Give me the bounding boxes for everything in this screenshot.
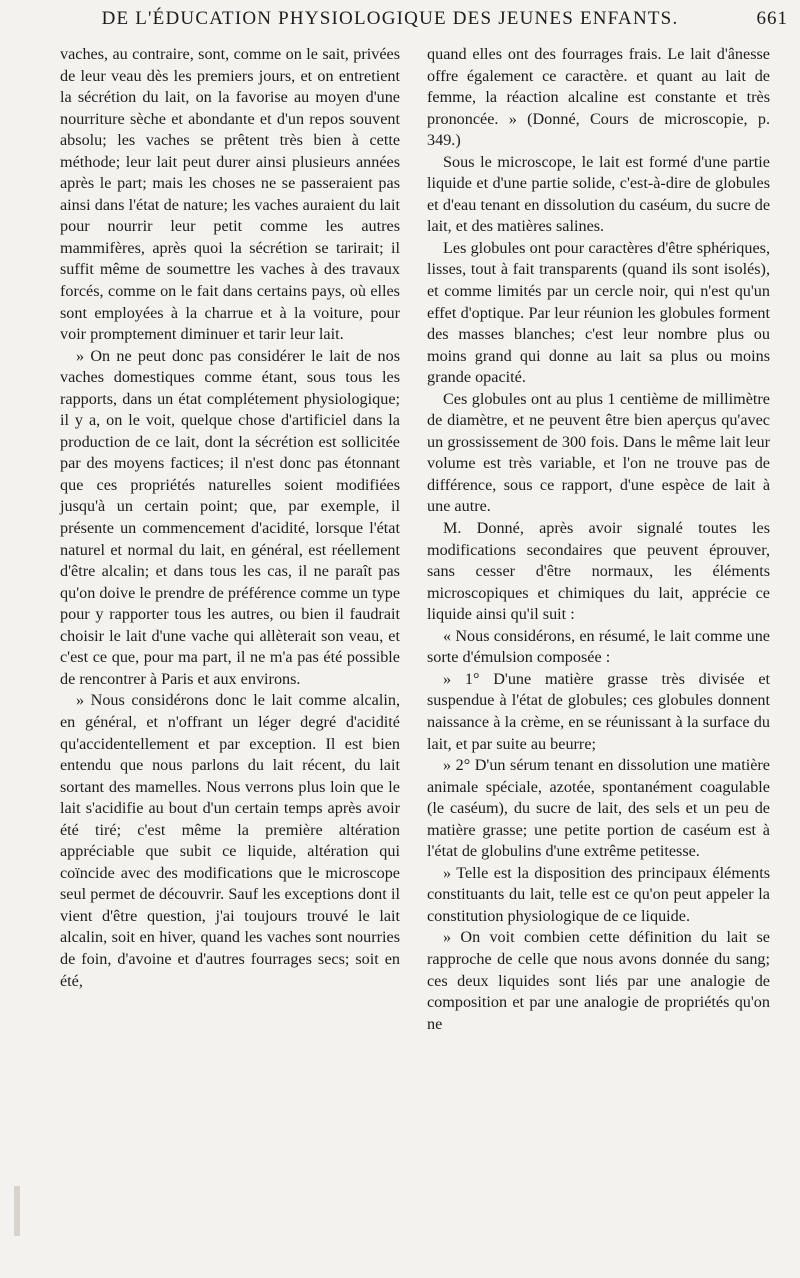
right-column bbox=[427, 44, 770, 1035]
page-number: 661 bbox=[756, 8, 788, 29]
paragraph: » Nous considérons donc le lait comme alcalin, en général, et n'offrant un léger degré d'acidité qu'accidentellement et par exception. Il est bien entendu que nous parlons du lait récent, du lait sortant des mamelles. Nous verrons plus loin que le lait s'acidifie au bout d'un certain temps après avoir été tiré; c'est même la première altération appréciable que subit ce liquide, altération qui coïncide avec des modifications que le microscope seul permet de découvrir. Sauf les exceptions dont il vient d'être question, j'ai toujours trouvé le lait alcalin, soit en hiver, quand les vaches sont nourries de foin, d'avoine et d'autres fourrages secs; soit en été, bbox=[60, 691, 400, 990]
left-column bbox=[60, 44, 400, 992]
paragraph: » 1° D'une matière grasse très divisée et suspendue à l'état de globules; ces globules donnent naissance à la crème, en se réunissant à la surface du lait, et par suite au beurre; bbox=[427, 669, 770, 753]
paragraph: M. Donné, après avoir signalé toutes les modifications secondaires que peuvent éprouver, sans cesser d'être normaux, les éléments microscopiques et chimiques du lait, apprécie ce liquide ainsi qu'il suit : bbox=[427, 519, 770, 624]
paragraph: Ces globules ont au plus 1 centième de millimètre de diamètre, et ne peuvent être bien aperçus qu'avec un grossissement de 300 fois. Dans le même lait leur volume est très variable, et l'on ne trouve pas de différence, sous ce rapport, d'une espèce de lait à une autre. bbox=[427, 389, 770, 516]
page-edge-shadow bbox=[14, 1186, 20, 1236]
paragraph: » 2° D'un sérum tenant en dissolution une matière animale spéciale, azotée, spontanément coagulable (le caséum), du sucre de lait, des sels et un peu de matière grasse; une petite portion de caséum est à l'état de globulins d'une extrême petitesse. bbox=[427, 756, 770, 861]
running-head bbox=[40, 8, 792, 38]
paragraph: » Telle est la disposition des principaux éléments constituants du lait, telle est ce qu'on peut appeler la constitution physiologique de ce liquide. bbox=[427, 863, 770, 925]
paragraph: « Nous considérons, en résumé, le lait comme une sorte d'émulsion composée : bbox=[427, 626, 770, 667]
paragraph: quand elles ont des fourrages frais. Le lait d'ânesse offre également ce caractère. et quant au lait de femme, la réaction alcaline est constante et très prononcée. » (Donné, Cours de microscopie, p. 349.) bbox=[427, 45, 770, 150]
paragraph: » On ne peut donc pas considérer le lait de nos vaches domestiques comme étant, sous tous les rapports, dans un état complétement physiologique; il y a, on le voit, quelque chose d'artificiel dans la production de ce lait, dont la sécrétion est sollicitée par des moyens factices; il n'est donc pas étonnant que ces propriétés naturelles soient modifiées jusqu'à un certain point; que, par exemple, il présente un commencement d'acidité, lorsque l'état naturel et normal du lait, en général, est réellement d'être alcalin; et dans tous les cas, il ne paraît pas qu'on doive le prendre de préférence comme un type pour y rapporter tous les autres, ou bien il faudrait choisir le lait d'une vache qui allèterait son veau, et c'est ce que, pour ma part, il ne m'a pas été possible de rencontrer à Paris et aux environs. bbox=[60, 346, 401, 688]
paragraph: Les globules ont pour caractères d'être sphériques, lisses, tout à fait transparents (quand ils sont isolés), et comme limités par un cercle noir, qui n'est qu'un effet d'optique. Par leur réunion les globules forment des masses blanches; c'est leur nombre plus ou moins grand qui donne au lait sa plus ou moins grande opacité. bbox=[427, 238, 770, 387]
running-title: DE L'ÉDUCATION PHYSIOLOGIQUE DES JEUNES ENFANTS. bbox=[101, 8, 679, 29]
paragraph: Sous le microscope, le lait est formé d'une partie liquide et d'une partie solide, c'est-à-dire de globules et d'eau tenant en dissolution du caséum, du sucre de lait, et des matières salines. bbox=[427, 152, 770, 236]
paragraph: » On voit combien cette définition du lait se rapproche de celle que nous avons donnée du sang; ces deux liquides sont liés par une analogie de composition et par une analogie de propriétés qu'on ne bbox=[427, 928, 770, 1033]
paragraph: vaches, au contraire, sont, comme on le sait, privées de leur veau dès les premiers jours, et on entretient la sécrétion du lait, on la favorise au moyen d'une nourriture sèche et abondante et d'un repos souvent absolu; les vaches se prêtent très bien à cette méthode; leur lait peut durer ainsi plusieurs années après le part; mais les choses ne se passeraient pas ainsi dans l'état de nature; les vaches auraient du lait pour nourrir leur petit comme les autres mammifères, après quoi la sécrétion se tarirait; il suffit même de soumettre les vaches à des travaux forcés, comme on le fait dans certains pays, où elles sont employées à la charrue et à la voiture, pour voir promptement diminuer et tarir leur lait. bbox=[60, 45, 400, 344]
